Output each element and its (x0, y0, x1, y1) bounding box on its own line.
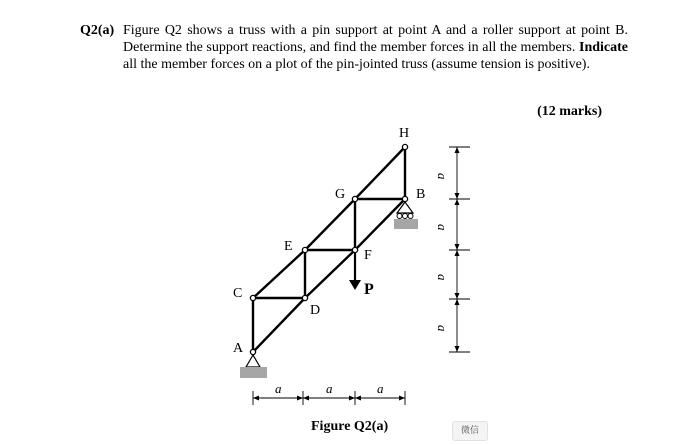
node-label-B: B (416, 187, 426, 202)
node-label-D: D (310, 303, 321, 318)
question-text-part1: Figure Q2 shows a truss with a pin support at point A and a roller support at point B. Determine the support reactions, and find the member forces in all the members. (123, 23, 628, 55)
load-label: P (364, 281, 374, 298)
node-B (402, 196, 407, 201)
dim-label-v4: a (435, 325, 450, 332)
node-label-E: E (284, 239, 293, 254)
node-label-F: F (364, 248, 372, 263)
node-label-A: A (233, 341, 244, 356)
node-H (402, 144, 407, 149)
node-label-G: G (335, 187, 346, 202)
dim-label-v1: a (435, 173, 450, 180)
question-text-part2: all the member forces on a plot of the pin-jointed truss (assume tension is positive). (123, 57, 590, 72)
dim-label-v2: a (435, 224, 450, 231)
dim-label-h3: a (377, 381, 384, 396)
truss-members (253, 147, 405, 352)
dim-label-h1: a (275, 381, 282, 396)
dim-label-h2: a (326, 381, 333, 396)
node-label-group (233, 126, 425, 356)
member-DF (305, 250, 355, 298)
dim-label-v3: a (435, 274, 450, 281)
node-D (302, 295, 307, 300)
member-CE (253, 250, 305, 298)
node-E (302, 247, 307, 252)
load-arrow-icon (349, 252, 361, 290)
node-G (352, 196, 357, 201)
vertical-dimension (449, 147, 470, 352)
node-label-C: C (233, 286, 243, 301)
pin-support-icon (240, 355, 267, 378)
member-GH (355, 147, 405, 199)
marks-label: (12 marks) (537, 104, 602, 119)
node-F (352, 247, 357, 252)
member-AD (253, 298, 305, 352)
member-EG (305, 199, 355, 250)
wechat-badge[interactable]: 微信 (452, 421, 488, 441)
question-text-bold: Indicate (579, 40, 628, 55)
figure-caption: Figure Q2(a) (311, 419, 389, 434)
question-number: Q2(a) (80, 23, 115, 38)
node-C (250, 295, 255, 300)
node-label-H: H (399, 126, 410, 141)
